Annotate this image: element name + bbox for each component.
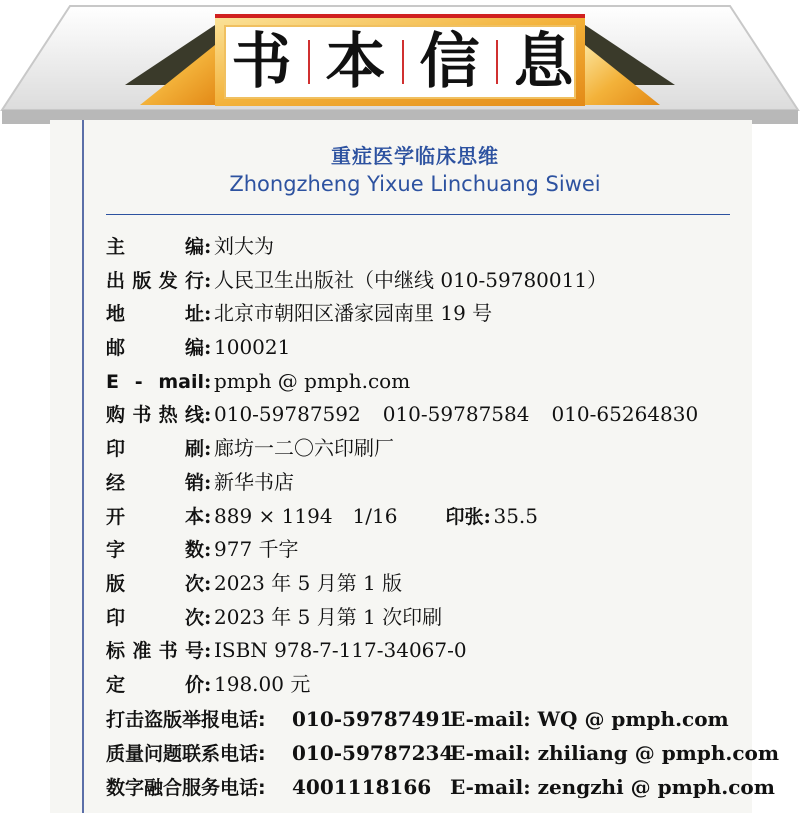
info-value: 北京市朝阳区潘家园南里 19 号: [214, 301, 493, 326]
info-label: 邮编: [106, 337, 204, 360]
hotline-number: 010-59787592: [214, 402, 361, 427]
info-label: 印次: [106, 606, 204, 629]
info-value: 新华书店: [214, 469, 294, 494]
title-divider: [106, 214, 730, 215]
copyright-info: [106, 230, 698, 702]
info-label: 主编: [106, 236, 204, 258]
banner-char: 息: [513, 27, 574, 97]
info-label: E - mail: [106, 370, 204, 393]
info-row-format: 开本: 889 × 1194 1/16 印张: 35.5: [106, 500, 698, 534]
contact-label: 质量问题联系电话:: [106, 743, 266, 765]
info-value: 人民卫生出版社（中继线 010-59780011）: [214, 267, 608, 292]
info-label: 定价: [106, 673, 204, 696]
info-value: 廊坊一二〇六印刷厂: [214, 436, 394, 461]
info-row-publisher: 出版发行: 人民卫生出版社（中继线 010-59780011）: [106, 264, 698, 298]
contact-phone: 010-59787491: [292, 707, 454, 731]
section-banner: [0, 0, 800, 125]
sheets-label: 印张: [445, 505, 484, 528]
info-row-words: 字数: 977 千字: [106, 533, 698, 567]
info-value: ISBN 978-7-117-34067-0: [214, 638, 467, 663]
info-value: 100021: [214, 335, 291, 360]
info-row-distributor: 经销: 新华书店: [106, 466, 698, 500]
info-label: 标准书号: [106, 640, 204, 663]
info-label: 经销: [106, 471, 204, 494]
contact-phone: 4001118166: [292, 775, 432, 799]
contact-email: WQ @ pmph.com: [537, 707, 729, 731]
info-label: 印刷: [106, 438, 204, 461]
banner-char: 本: [325, 27, 386, 97]
info-row-hotline: 购书热线: 010-59787592 010-59787584 010-65264830: [106, 398, 698, 432]
banner-char: 书: [231, 27, 292, 97]
info-label: 开本: [106, 505, 204, 528]
info-row-editor: 主编: 刘大为: [106, 230, 698, 264]
info-value: 977 千字: [214, 537, 299, 562]
hotline-number: 010-65264830: [551, 402, 699, 427]
info-value: 889 × 1194 1/16: [214, 503, 398, 528]
contact-row: [106, 770, 779, 804]
contact-label: 打击盗版举报电话:: [106, 709, 266, 731]
info-row-printing: 印次: 2023 年 5 月第 1 次印刷: [106, 601, 698, 635]
contact-email-label: E-mail:: [450, 741, 538, 765]
info-label: 出版发行: [106, 269, 204, 292]
sheets-value: 35.5: [493, 503, 539, 528]
contact-list: [106, 702, 779, 804]
info-value: 2023 年 5 月第 1 版: [214, 570, 403, 595]
info-row-email: E - mail: pmph @ pmph.com: [106, 365, 698, 399]
contact-email: zhiliang @ pmph.com: [537, 741, 780, 765]
book-title-pinyin: Zhongzheng Yixue Linchuang Siwei: [229, 172, 601, 196]
page-margin-line: [82, 120, 84, 813]
contact-email-label: E-mail:: [450, 707, 538, 731]
info-label: 字数: [106, 539, 204, 562]
contact-row: [106, 736, 779, 770]
book-title: 重症医学临床思维: [331, 144, 499, 168]
info-label: 版次: [106, 572, 204, 595]
hotline-number: 010-59787584: [382, 402, 530, 427]
contact-label: 数字融合服务电话:: [106, 777, 266, 799]
info-row-address: 地址: 北京市朝阳区潘家园南里 19 号: [106, 297, 698, 331]
info-row-isbn: 标准书号: ISBN 978-7-117-34067-0: [106, 634, 698, 668]
info-row-printer: 印刷: 廊坊一二〇六印刷厂: [106, 432, 698, 466]
contact-email-label: E-mail:: [450, 775, 538, 799]
info-row-price: 定价: 198.00 元: [106, 668, 698, 702]
info-value: 刘大为: [214, 234, 274, 258]
info-row-edition: 版次: 2023 年 5 月第 1 版: [106, 567, 698, 601]
contact-phone: 010-59787234: [292, 741, 454, 765]
info-value: 2023 年 5 月第 1 次印刷: [214, 604, 443, 629]
contact-row: [106, 702, 779, 736]
contact-email: zengzhi @ pmph.com: [537, 775, 775, 799]
info-value: 198.00 元: [214, 671, 311, 696]
info-label: 购书热线: [106, 404, 204, 427]
info-label: 地址: [106, 303, 204, 326]
info-row-postcode: 邮编: 100021: [106, 331, 698, 365]
info-value: pmph @ pmph.com: [214, 368, 411, 393]
banner-char: 信: [419, 27, 480, 97]
banner-title: [215, 22, 590, 102]
